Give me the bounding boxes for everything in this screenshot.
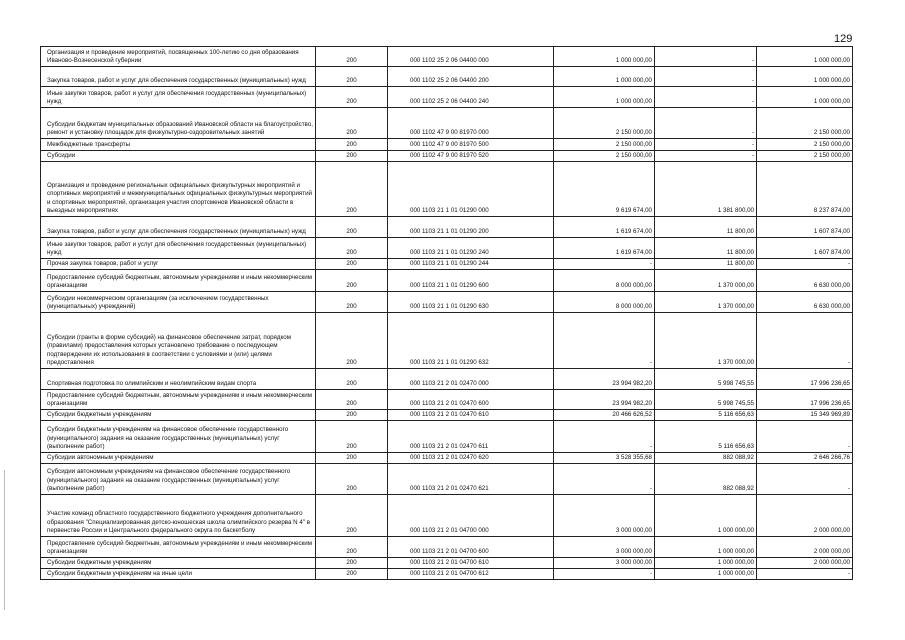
row-remaining-amount: 2 150 000,00: [757, 139, 853, 151]
table-row: [41, 162, 853, 217]
row-approved-amount: 1 000 000,00: [554, 67, 655, 87]
row-approved-amount: 20 466 626,52: [554, 410, 655, 421]
row-name: Закупка товаров, работ и услуг для обеспечения государственных (муниципальных) нужд: [41, 67, 316, 87]
table-row: [41, 495, 853, 537]
row-code-line: 200: [316, 537, 388, 558]
table-row: [41, 238, 853, 259]
row-budget-code: 000 1103 21 2 01 04700 610: [388, 558, 554, 569]
row-approved-amount: 23 994 982,20: [554, 369, 655, 390]
table-row: [41, 537, 853, 558]
row-code-line: 200: [316, 421, 388, 453]
row-name: Субсидии бюджетам муниципальных образований Ивановской области на благоустройство, ремонт и установку площадок для физкультурно-оздоровительных занятий: [41, 108, 316, 139]
row-code-line: 200: [316, 369, 388, 390]
row-name: Организация и проведение региональных официальных физкультурных мероприятий и спортивных мероприятий и межмуниципальных официальных физкультурных мероприятий и спортивных мероприятий, организация участия спортсменов Ивановской области в выездных мероприятиях: [41, 162, 316, 217]
table-row: [41, 47, 853, 67]
row-code-line: 200: [316, 87, 388, 108]
row-name: Субсидии бюджетным учреждениям на иные цели: [41, 569, 316, 580]
row-name: Субсидии бюджетным учреждениям на финансовое обеспечение государственного (муниципального) задания на оказание государственных (муниципальных) услуг (выполнение работ): [41, 421, 316, 453]
row-approved-amount: 1 000 000,00: [554, 47, 655, 67]
row-budget-code: 000 1103 21 1 01 01290 200: [388, 217, 554, 238]
row-approved-amount: -: [554, 313, 655, 369]
row-approved-amount: 8 000 000,00: [554, 270, 655, 292]
row-remaining-amount: 8 237 874,00: [757, 162, 853, 217]
row-code-line: 200: [316, 313, 388, 369]
row-executed-amount: 1 000 000,00: [655, 495, 757, 537]
row-executed-amount: 1 000 000,00: [655, 569, 757, 580]
row-approved-amount: -: [554, 421, 655, 453]
table-row: [41, 464, 853, 495]
row-name: Организация и проведение мероприятий, посвященных 100-летию со дня образования Ивановo-Вознесенской губернии: [41, 47, 316, 67]
row-executed-amount: 1 381 800,00: [655, 162, 757, 217]
row-budget-code: 000 1102 47 9 00 81970 520: [388, 151, 554, 162]
row-approved-amount: 2 150 000,00: [554, 139, 655, 151]
row-budget-code: 000 1103 21 2 01 04700 600: [388, 537, 554, 558]
scan-margin-line: [4, 470, 5, 610]
table-row: [41, 67, 853, 87]
row-executed-amount: 5 998 745,55: [655, 390, 757, 410]
row-executed-amount: 1 370 000,00: [655, 270, 757, 292]
budget-table: [40, 46, 853, 580]
table-row: [41, 421, 853, 453]
table-row: [41, 217, 853, 238]
row-budget-code: 000 1103 21 2 01 02470 610: [388, 410, 554, 421]
table-row: [41, 87, 853, 108]
row-remaining-amount: 2 000 000,00: [757, 558, 853, 569]
row-name: Субсидии автономным учреждениям на финансовое обеспечение государственного (муниципального) задания на оказание государственных (муниципальных) услуг (выполнение работ): [41, 464, 316, 495]
row-approved-amount: 23 994 982,20: [554, 390, 655, 410]
row-code-line: 200: [316, 139, 388, 151]
row-budget-code: 000 1103 21 1 01 01290 600: [388, 270, 554, 292]
table-row: [41, 313, 853, 369]
row-executed-amount: 5 116 656,63: [655, 410, 757, 421]
row-remaining-amount: 1 000 000,00: [757, 67, 853, 87]
row-code-line: 200: [316, 464, 388, 495]
row-executed-amount: 1 000 000,00: [655, 537, 757, 558]
row-code-line: 200: [316, 162, 388, 217]
row-code-line: 200: [316, 217, 388, 238]
row-name: Иные закупки товаров, работ и услуг для обеспечения государственных (муниципальных) нужд: [41, 238, 316, 259]
row-code-line: 200: [316, 108, 388, 139]
row-budget-code: 000 1103 21 2 01 04700 000: [388, 495, 554, 537]
row-executed-amount: 5 116 656,63: [655, 421, 757, 453]
row-executed-amount: -: [655, 108, 757, 139]
row-code-line: 200: [316, 453, 388, 464]
row-budget-code: 000 1103 21 2 01 04700 612: [388, 569, 554, 580]
row-name: Предоставление субсидий бюджетным, автономным учреждениям и иным некоммерческим организациям: [41, 270, 316, 292]
row-name: Участие команд областного государственного бюджетного учреждения дополнительного образования "Специализированная детско-юношеская школа олимпийского резерва N 4" в первенстве России и Центрального федерального округа по баскетболу: [41, 495, 316, 537]
row-approved-amount: 3 000 000,00: [554, 495, 655, 537]
row-remaining-amount: 6 630 000,00: [757, 270, 853, 292]
row-name: Закупка товаров, работ и услуг для обеспечения государственных (муниципальных) нужд: [41, 217, 316, 238]
row-budget-code: 000 1103 21 1 01 01290 632: [388, 313, 554, 369]
table-row: [41, 369, 853, 390]
row-executed-amount: -: [655, 67, 757, 87]
row-executed-amount: -: [655, 87, 757, 108]
row-budget-code: 000 1103 21 1 01 01290 000: [388, 162, 554, 217]
row-name: Иные закупки товаров, работ и услуг для обеспечения государственных (муниципальных) нужд: [41, 87, 316, 108]
table-row: [41, 139, 853, 151]
row-code-line: 200: [316, 495, 388, 537]
row-budget-code: 000 1103 21 1 01 01290 630: [388, 292, 554, 313]
row-name: Субсидии (гранты в форме субсидий) на финансовое обеспечение затрат, порядком (правилами) предоставления которых установлено требование о последующем подтверждении их использования в соответствии с условиями и (или) целями предоставления: [41, 313, 316, 369]
row-approved-amount: 1 619 674,00: [554, 238, 655, 259]
row-approved-amount: 1 000 000,00: [554, 87, 655, 108]
row-remaining-amount: -: [757, 569, 853, 580]
row-remaining-amount: 1 607 874,00: [757, 217, 853, 238]
row-remaining-amount: -: [757, 259, 853, 270]
table-row: [41, 410, 853, 421]
row-name: Субсидии бюджетным учреждениям: [41, 558, 316, 569]
row-executed-amount: -: [655, 151, 757, 162]
row-code-line: 200: [316, 238, 388, 259]
table-row: [41, 259, 853, 270]
row-budget-code: 000 1102 47 9 00 81970 500: [388, 139, 554, 151]
row-budget-code: 000 1103 21 2 01 02470 611: [388, 421, 554, 453]
row-code-line: 200: [316, 67, 388, 87]
row-executed-amount: 1 370 000,00: [655, 313, 757, 369]
row-executed-amount: 11 800,00: [655, 238, 757, 259]
row-code-line: 200: [316, 390, 388, 410]
row-remaining-amount: 6 630 000,00: [757, 292, 853, 313]
row-approved-amount: 9 619 674,00: [554, 162, 655, 217]
row-approved-amount: -: [554, 464, 655, 495]
row-approved-amount: 1 619 674,00: [554, 217, 655, 238]
row-approved-amount: 2 150 000,00: [554, 151, 655, 162]
row-executed-amount: 882 088,92: [655, 453, 757, 464]
row-budget-code: 000 1103 21 1 01 01290 244: [388, 259, 554, 270]
row-executed-amount: 882 088,92: [655, 464, 757, 495]
row-name: Прочая закупка товаров, работ и услуг: [41, 259, 316, 270]
row-remaining-amount: -: [757, 421, 853, 453]
row-name: Предоставление субсидий бюджетным, автономным учреждениям и иным некоммерческим организациям: [41, 390, 316, 410]
row-code-line: 200: [316, 569, 388, 580]
row-executed-amount: 11 800,00: [655, 217, 757, 238]
row-remaining-amount: 1 000 000,00: [757, 47, 853, 67]
row-remaining-amount: 17 996 236,65: [757, 369, 853, 390]
row-remaining-amount: 1 607 874,00: [757, 238, 853, 259]
row-remaining-amount: -: [757, 464, 853, 495]
row-approved-amount: 3 528 355,68: [554, 453, 655, 464]
budget-table-body: [41, 47, 853, 580]
table-row: [41, 569, 853, 580]
row-approved-amount: -: [554, 569, 655, 580]
row-remaining-amount: -: [757, 313, 853, 369]
row-code-line: 200: [316, 151, 388, 162]
row-budget-code: 000 1103 21 2 01 02470 621: [388, 464, 554, 495]
row-name: Субсидии некоммерческим организациям (за исключением государственных (муниципальных) учреждений): [41, 292, 316, 313]
row-executed-amount: 5 998 745,55: [655, 369, 757, 390]
row-name: Предоставление субсидий бюджетным, автономным учреждениям и иным некоммерческим организациям: [41, 537, 316, 558]
table-row: [41, 453, 853, 464]
row-executed-amount: -: [655, 139, 757, 151]
row-code-line: 200: [316, 270, 388, 292]
row-code-line: 200: [316, 410, 388, 421]
table-row: [41, 151, 853, 162]
row-remaining-amount: 2 150 000,00: [757, 108, 853, 139]
row-code-line: 200: [316, 47, 388, 67]
row-code-line: 200: [316, 558, 388, 569]
row-executed-amount: 11 800,00: [655, 259, 757, 270]
table-row: [41, 390, 853, 410]
row-executed-amount: -: [655, 47, 757, 67]
row-approved-amount: 3 000 000,00: [554, 558, 655, 569]
row-budget-code: 000 1102 25 2 06 04400 000: [388, 47, 554, 67]
row-name: Субсидии автономным учреждениям: [41, 453, 316, 464]
row-name: Спортивная подготовка по олимпийским и неолимпийским видам спорта: [41, 369, 316, 390]
page-number: 129: [834, 33, 853, 45]
row-remaining-amount: 2 000 000,00: [757, 495, 853, 537]
row-remaining-amount: 2 150 000,00: [757, 151, 853, 162]
row-code-line: 200: [316, 259, 388, 270]
row-approved-amount: 3 000 000,00: [554, 537, 655, 558]
table-row: [41, 558, 853, 569]
row-budget-code: 000 1103 21 2 01 02470 000: [388, 369, 554, 390]
table-row: [41, 292, 853, 313]
row-approved-amount: -: [554, 259, 655, 270]
row-budget-code: 000 1102 47 9 00 81970 000: [388, 108, 554, 139]
row-remaining-amount: 2 646 266,76: [757, 453, 853, 464]
table-row: [41, 270, 853, 292]
row-executed-amount: 1 370 000,00: [655, 292, 757, 313]
row-executed-amount: 1 000 000,00: [655, 558, 757, 569]
row-budget-code: 000 1102 25 2 06 04400 200: [388, 67, 554, 87]
row-remaining-amount: 15 349 969,89: [757, 410, 853, 421]
row-budget-code: 000 1102 25 2 06 04400 240: [388, 87, 554, 108]
table-row: [41, 108, 853, 139]
row-code-line: 200: [316, 292, 388, 313]
row-remaining-amount: 1 000 000,00: [757, 87, 853, 108]
row-approved-amount: 2 150 000,00: [554, 108, 655, 139]
row-budget-code: 000 1103 21 2 01 02470 620: [388, 453, 554, 464]
row-budget-code: 000 1103 21 2 01 02470 600: [388, 390, 554, 410]
row-name: Субсидии бюджетным учреждениям: [41, 410, 316, 421]
row-remaining-amount: 17 996 236,65: [757, 390, 853, 410]
row-name: Субсидии: [41, 151, 316, 162]
row-name: Межбюджетные трансферты: [41, 139, 316, 151]
row-approved-amount: 8 000 000,00: [554, 292, 655, 313]
row-budget-code: 000 1103 21 1 01 01290 240: [388, 238, 554, 259]
row-remaining-amount: 2 000 000,00: [757, 537, 853, 558]
